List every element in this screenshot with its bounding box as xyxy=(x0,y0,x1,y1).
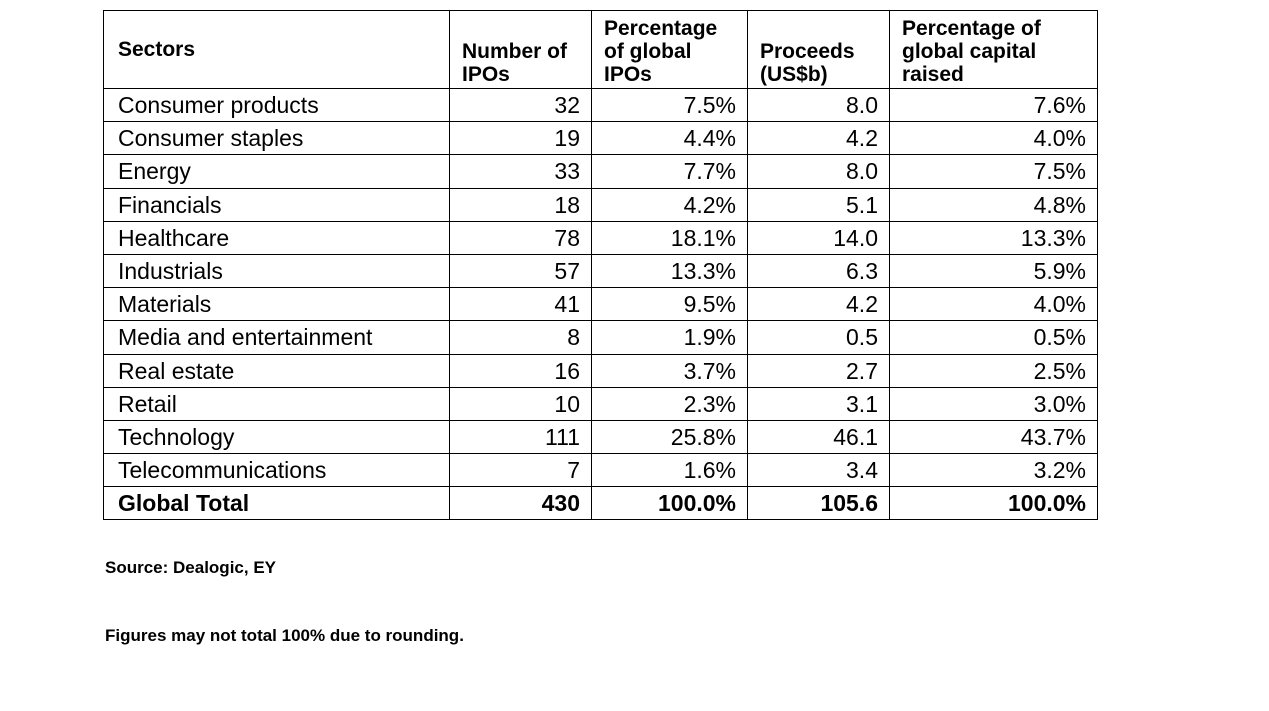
header-percentage-global-capital: Percentage of global capital raised xyxy=(890,11,1098,89)
cell-proceeds: 0.5 xyxy=(748,321,890,354)
table-row xyxy=(104,454,1098,487)
cell-percentage-global-ipos: 7.7% xyxy=(592,155,748,188)
cell-number-of-ipos: 8 xyxy=(450,321,592,354)
cell-percentage-global-ipos: 13.3% xyxy=(592,254,748,287)
cell-sector: Financials xyxy=(104,188,450,221)
cell-percentage-global-capital: 0.5% xyxy=(890,321,1098,354)
cell-number-of-ipos: 7 xyxy=(450,454,592,487)
cell-proceeds: 2.7 xyxy=(748,354,890,387)
cell-number-of-ipos: 16 xyxy=(450,354,592,387)
cell-sector: Global Total xyxy=(104,487,450,520)
cell-percentage-global-capital: 4.0% xyxy=(890,122,1098,155)
cell-sector: Consumer products xyxy=(104,89,450,122)
cell-sector: Retail xyxy=(104,387,450,420)
header-row xyxy=(104,11,1098,89)
cell-sector: Consumer staples xyxy=(104,122,450,155)
cell-percentage-global-capital: 7.5% xyxy=(890,155,1098,188)
table-row xyxy=(104,122,1098,155)
cell-percentage-global-ipos: 25.8% xyxy=(592,420,748,453)
cell-number-of-ipos: 57 xyxy=(450,254,592,287)
header-percentage-global-ipos: Percentage of global IPOs xyxy=(592,11,748,89)
cell-percentage-global-capital: 4.0% xyxy=(890,288,1098,321)
cell-proceeds: 8.0 xyxy=(748,155,890,188)
cell-percentage-global-capital: 7.6% xyxy=(890,89,1098,122)
cell-proceeds: 105.6 xyxy=(748,487,890,520)
cell-percentage-global-capital: 5.9% xyxy=(890,254,1098,287)
cell-proceeds: 3.4 xyxy=(748,454,890,487)
cell-percentage-global-ipos: 4.4% xyxy=(592,122,748,155)
table-row xyxy=(104,89,1098,122)
cell-number-of-ipos: 78 xyxy=(450,221,592,254)
cell-percentage-global-ipos: 2.3% xyxy=(592,387,748,420)
table-row xyxy=(104,387,1098,420)
cell-proceeds: 3.1 xyxy=(748,387,890,420)
cell-proceeds: 14.0 xyxy=(748,221,890,254)
cell-number-of-ipos: 430 xyxy=(450,487,592,520)
table-body xyxy=(104,89,1098,520)
cell-number-of-ipos: 18 xyxy=(450,188,592,221)
rounding-note: Figures may not total 100% due to rounding. xyxy=(105,626,464,645)
cell-percentage-global-ipos: 7.5% xyxy=(592,89,748,122)
header-proceeds: Proceeds (US$b) xyxy=(748,11,890,89)
cell-sector: Telecommunications xyxy=(104,454,450,487)
table-row xyxy=(104,420,1098,453)
table-row xyxy=(104,354,1098,387)
cell-percentage-global-ipos: 9.5% xyxy=(592,288,748,321)
source-note: Source: Dealogic, EY xyxy=(105,558,276,577)
table-row xyxy=(104,321,1098,354)
table-row xyxy=(104,288,1098,321)
cell-percentage-global-capital: 2.5% xyxy=(890,354,1098,387)
cell-number-of-ipos: 33 xyxy=(450,155,592,188)
cell-sector: Media and entertainment xyxy=(104,321,450,354)
cell-proceeds: 5.1 xyxy=(748,188,890,221)
cell-sector: Healthcare xyxy=(104,221,450,254)
cell-sector: Real estate xyxy=(104,354,450,387)
cell-percentage-global-capital: 13.3% xyxy=(890,221,1098,254)
cell-percentage-global-capital: 4.8% xyxy=(890,188,1098,221)
cell-number-of-ipos: 41 xyxy=(450,288,592,321)
cell-percentage-global-ipos: 4.2% xyxy=(592,188,748,221)
cell-percentage-global-ipos: 3.7% xyxy=(592,354,748,387)
ipo-sector-table xyxy=(103,10,1098,520)
cell-percentage-global-ipos: 100.0% xyxy=(592,487,748,520)
cell-number-of-ipos: 10 xyxy=(450,387,592,420)
cell-sector: Technology xyxy=(104,420,450,453)
table-row xyxy=(104,188,1098,221)
cell-percentage-global-ipos: 1.6% xyxy=(592,454,748,487)
cell-number-of-ipos: 19 xyxy=(450,122,592,155)
cell-number-of-ipos: 32 xyxy=(450,89,592,122)
table-row xyxy=(104,254,1098,287)
cell-sector: Materials xyxy=(104,288,450,321)
cell-number-of-ipos: 111 xyxy=(450,420,592,453)
cell-proceeds: 4.2 xyxy=(748,122,890,155)
cell-sector: Industrials xyxy=(104,254,450,287)
cell-percentage-global-ipos: 1.9% xyxy=(592,321,748,354)
cell-sector: Energy xyxy=(104,155,450,188)
total-row xyxy=(104,487,1098,520)
table-row xyxy=(104,155,1098,188)
cell-proceeds: 6.3 xyxy=(748,254,890,287)
table-row xyxy=(104,221,1098,254)
header-sectors: Sectors xyxy=(104,11,450,89)
cell-proceeds: 46.1 xyxy=(748,420,890,453)
cell-percentage-global-capital: 3.2% xyxy=(890,454,1098,487)
header-number-of-ipos: Number of IPOs xyxy=(450,11,592,89)
cell-proceeds: 8.0 xyxy=(748,89,890,122)
cell-percentage-global-ipos: 18.1% xyxy=(592,221,748,254)
cell-percentage-global-capital: 3.0% xyxy=(890,387,1098,420)
cell-proceeds: 4.2 xyxy=(748,288,890,321)
cell-percentage-global-capital: 43.7% xyxy=(890,420,1098,453)
cell-percentage-global-capital: 100.0% xyxy=(890,487,1098,520)
